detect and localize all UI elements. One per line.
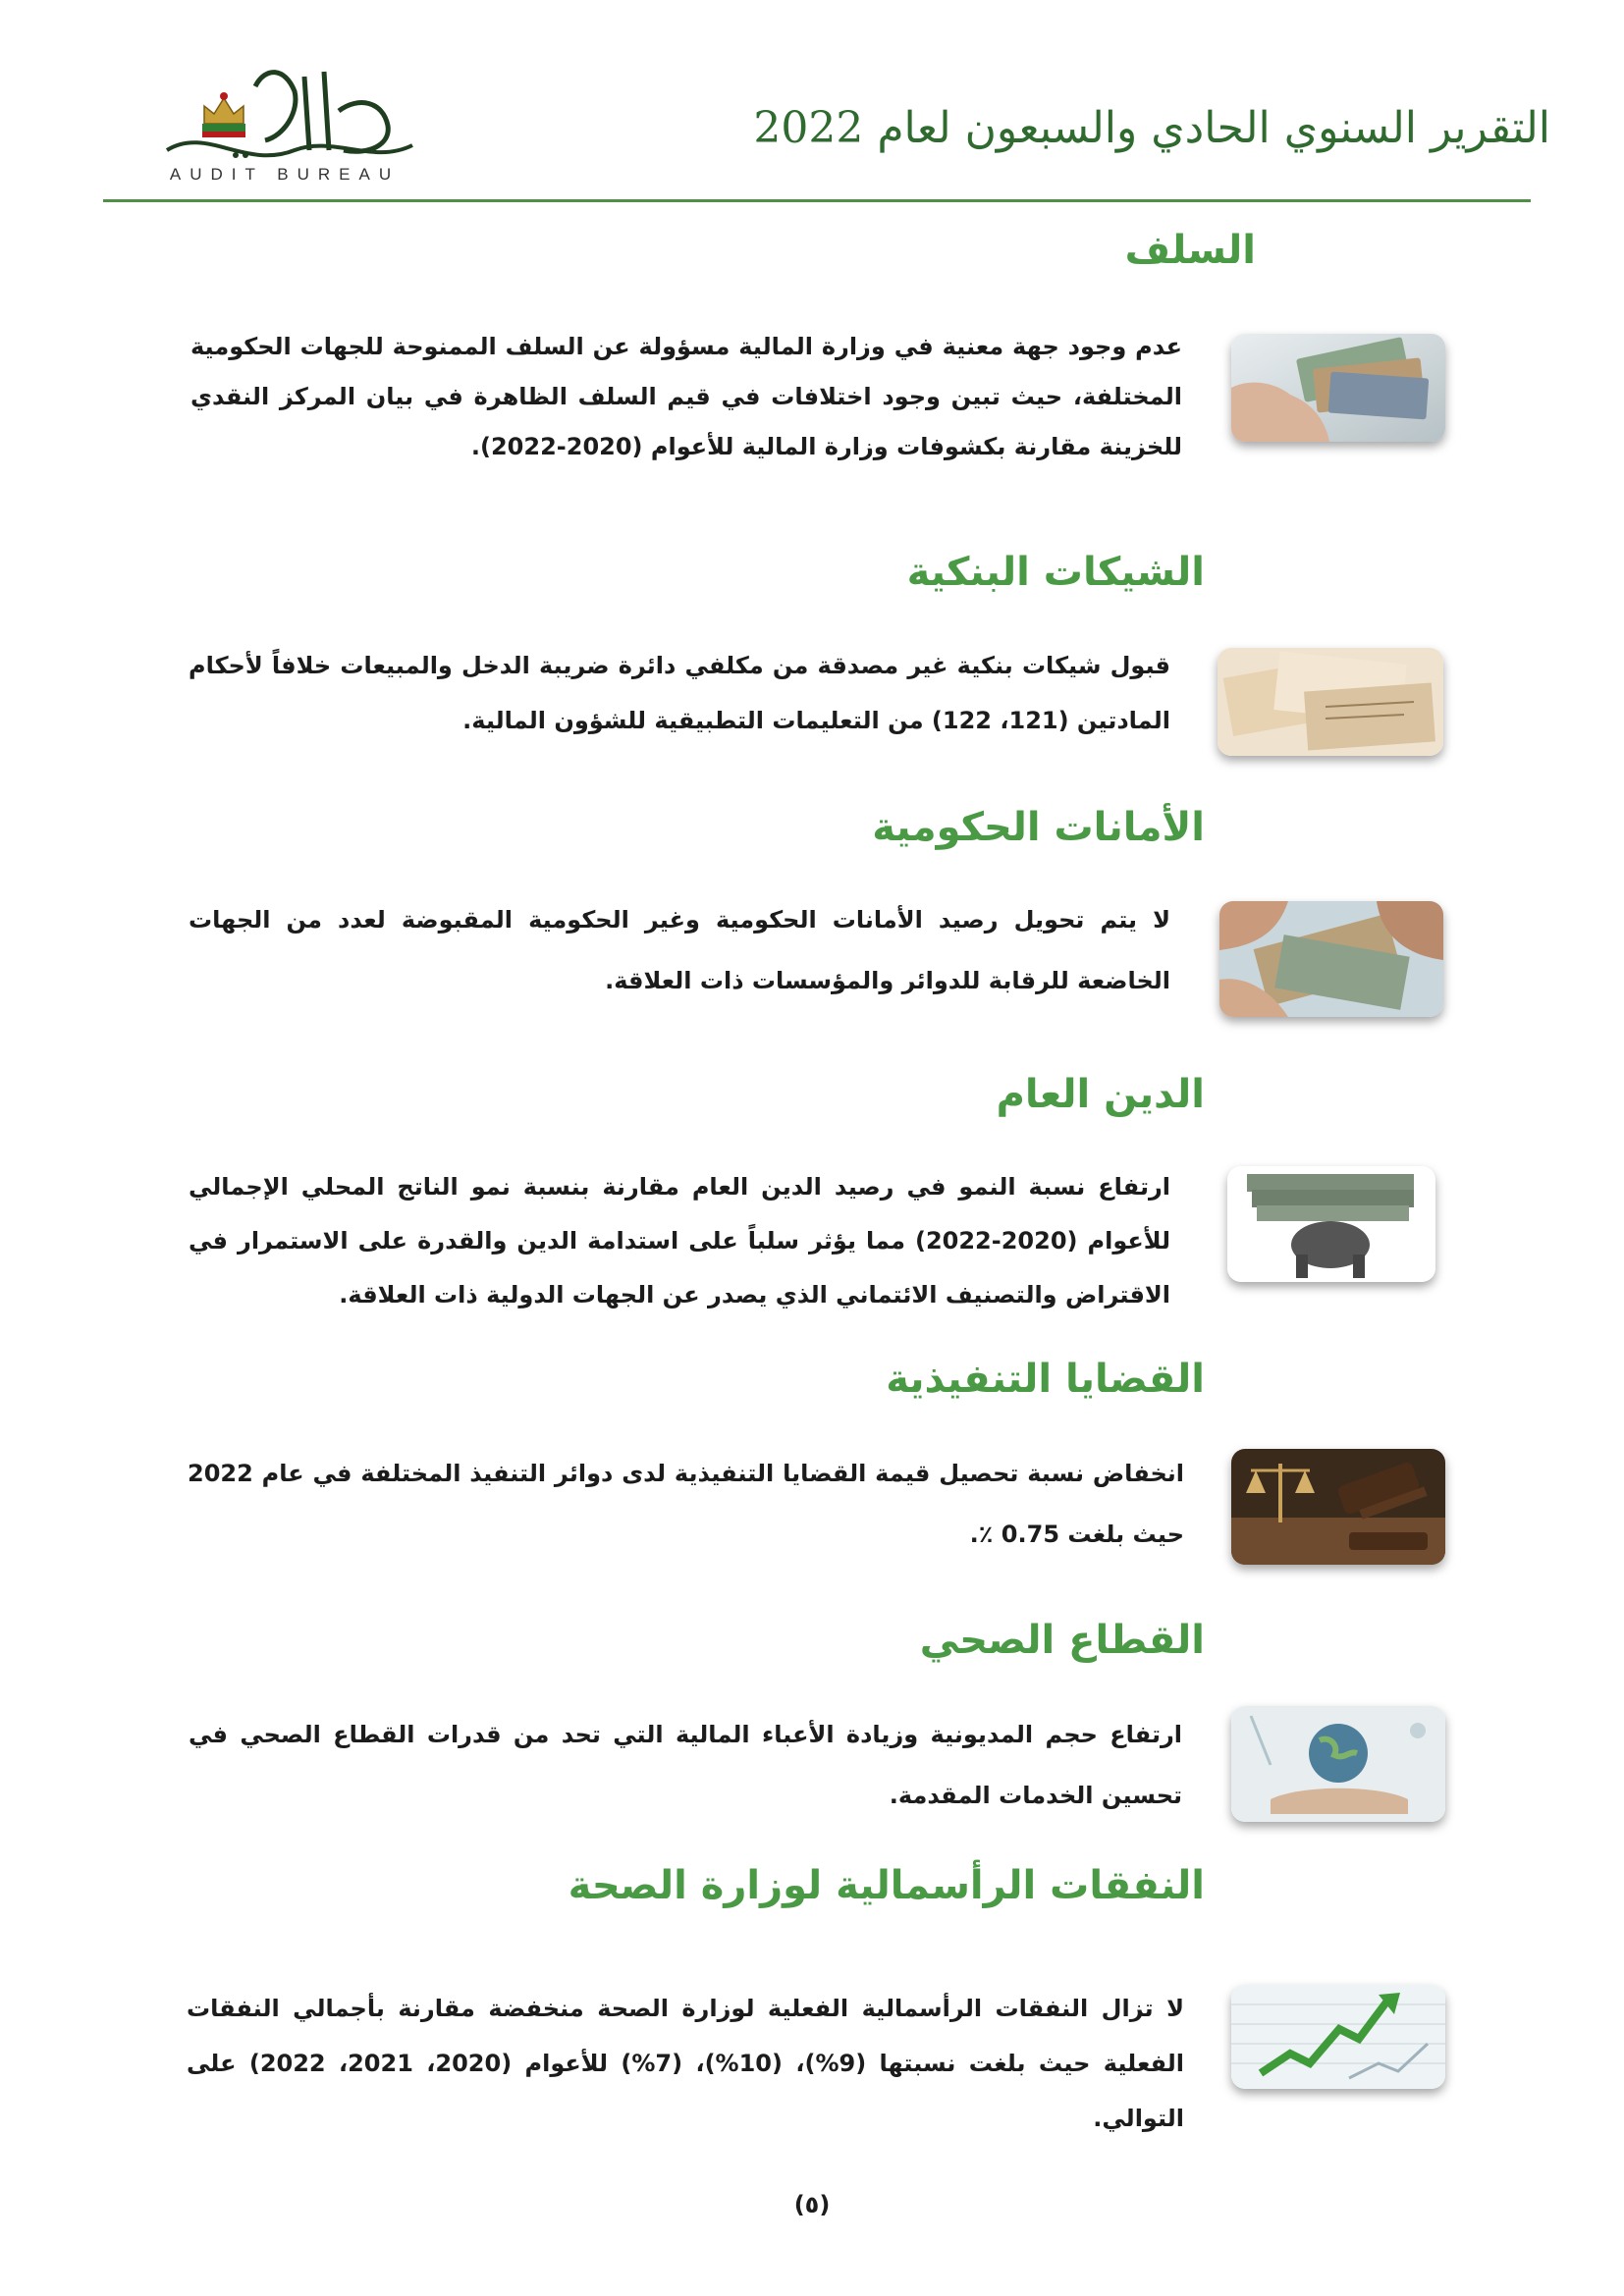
banknotes-hand-icon xyxy=(1231,334,1445,442)
bank-cheques-icon xyxy=(1218,648,1443,756)
section-title-enforcement-cases: القضايا التنفيذية xyxy=(886,1357,1205,1402)
debt-burden-icon xyxy=(1227,1166,1435,1282)
section-title-health-capex: النفقات الرأسمالية لوزارة الصحة xyxy=(568,1863,1205,1908)
logo-subtitle: AUDIT BUREAU xyxy=(169,165,401,184)
section-text-gov-deposits: لا يتم تحويل رصيد الأمانات الحكومية وغير الحكومية المقبوضة لعدد من الجهات الخاضعة للرقابة للدوائر والمؤسسات ذات العلاقة. xyxy=(189,906,1170,994)
health-globe-hand-icon xyxy=(1231,1706,1445,1822)
gavel-scales-icon xyxy=(1231,1449,1445,1565)
section-text-advances: عدم وجود جهة معنية في وزارة المالية مسؤولة عن السلف الممنوحة للجهات الحكومية المختلفة، حيث تبين وجود اختلافات في قيم السلف الظاهرة في بيان المركز النقدي للخزينة مقارنة بكشوفات وزارة المالية للأعوام (2020-2022). xyxy=(190,333,1182,460)
section-text-health-capex: لا تزال النفقات الرأسمالية الفعلية لوزارة الصحة منخفضة مقارنة بأجمالي النفقات الفعلية حيث بلغت نسبتها (9%)، (10%)، (7%) للأعوام (2020، 2021، 2022) على التوالي. xyxy=(187,1995,1185,2132)
section-text-public-debt: ارتفاع نسبة النمو في رصيد الدين العام مقارنة بنسبة نمو الناتج المحلي الإجمالي للأعوام (2020-2022) مما يؤثر سلباً على استدامة الدين والقدرة على الاستمرار في الاقتراض والتصنيف الائتماني الذي يصدر عن الجهات الدولية ذات العلاقة. xyxy=(189,1173,1170,1308)
page-number: (٥) xyxy=(793,2191,831,2218)
section-title-public-debt: الدين العام xyxy=(996,1072,1205,1117)
section-text-enforcement-cases: انخفاض نسبة تحصيل قيمة القضايا التنفيذية لدى دوائر التنفيذ المختلفة في عام 2022 حيث بلغت 0.75 ٪. xyxy=(188,1460,1184,1548)
counting-money-icon xyxy=(1219,901,1443,1017)
section-title-gov-deposits: الأمانات الحكومية xyxy=(872,805,1205,850)
section-title-advances: السلف xyxy=(1124,228,1256,273)
section-title-bank-cheques: الشيكات البنكية xyxy=(906,550,1205,595)
report-title: التقرير السنوي الحادي والسبعون لعام 2022 xyxy=(753,103,1550,153)
growth-chart-icon xyxy=(1231,1985,1445,2089)
header-divider xyxy=(103,199,1531,202)
section-text-health-sector: ارتفاع حجم المديونية وزيادة الأعباء المالية التي تحد من قدرات القطاع الصحي في تحسين الخدمات المقدمة. xyxy=(189,1721,1182,1809)
section-text-bank-cheques: قبول شيكات بنكية غير مصدقة من مكلفي دائرة ضريبة الدخل والمبيعات خلافاً لأحكام المادتين (121، 122) من التعليمات التطبيقية للشؤون المالية. xyxy=(189,652,1170,734)
section-title-health-sector: القطاع الصحي xyxy=(919,1618,1205,1663)
